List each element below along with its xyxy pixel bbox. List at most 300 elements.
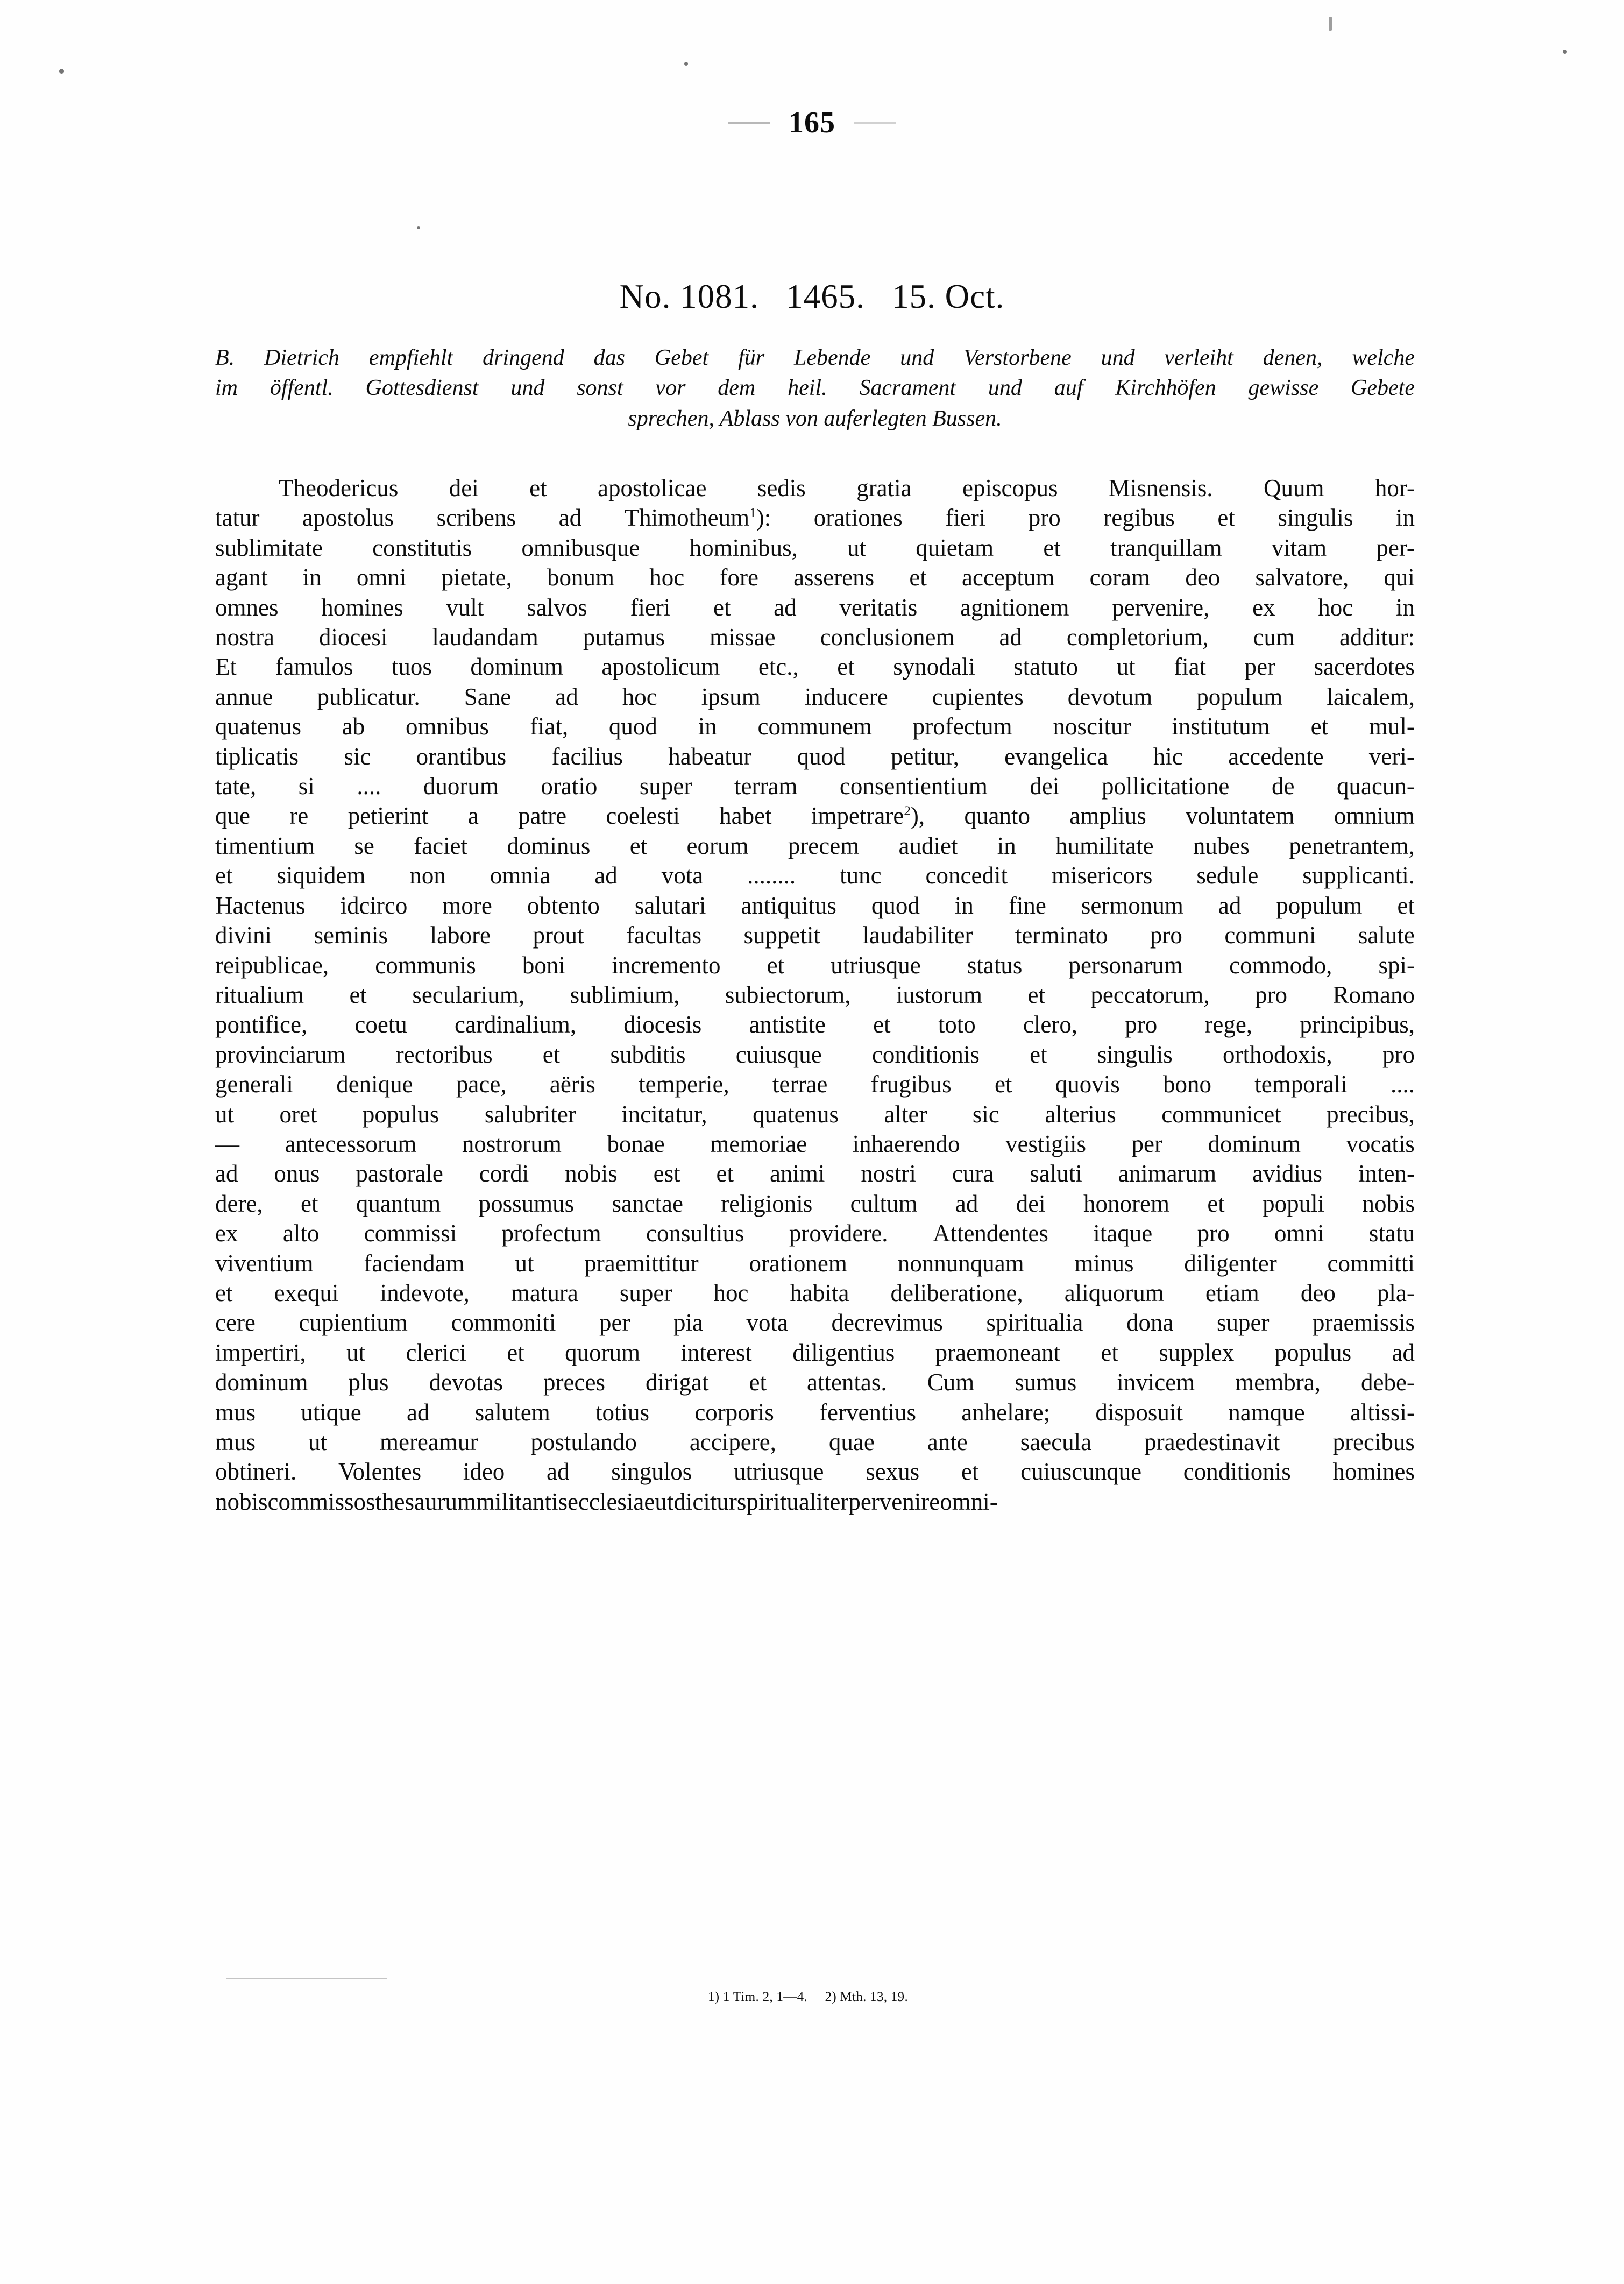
body-word: preces: [543, 1369, 605, 1396]
body-word: sedule: [1196, 862, 1259, 889]
body-word: consultius: [646, 1220, 744, 1247]
body-line: [215, 1040, 1415, 1070]
body-word: fiat,: [529, 713, 569, 740]
body-word: labore: [430, 922, 491, 949]
body-word: omni-: [940, 1488, 998, 1515]
body-word: tuos: [391, 653, 432, 681]
body-word: cupientes: [932, 683, 1024, 710]
body-line: [215, 712, 1415, 741]
body-word: alto: [282, 1220, 320, 1247]
body-word: incremento: [612, 951, 721, 979]
document-title: No. 1081. 1465. 15. Oct.: [619, 278, 1005, 315]
body-word: debe-: [1360, 1369, 1415, 1396]
body-word: populi: [1263, 1190, 1325, 1217]
body-line: [215, 1338, 1415, 1368]
body-word: et: [837, 653, 855, 681]
body-word: salubriter: [484, 1100, 576, 1128]
body-word: sic: [972, 1100, 999, 1128]
body-line: [215, 772, 1415, 801]
body-word: cere: [215, 1309, 256, 1337]
body-word: invicem: [1117, 1369, 1195, 1396]
body-word: temporali: [1254, 1071, 1348, 1098]
body-word: diligentius: [792, 1339, 895, 1366]
body-line: [215, 921, 1415, 950]
body-word: salute: [1358, 922, 1415, 949]
body-word: facultas: [626, 922, 701, 949]
body-word: et: [1030, 1041, 1047, 1068]
body-word: principibus,: [1300, 1011, 1415, 1038]
body-word: diocesi: [318, 624, 388, 651]
body-word: publicatur.: [317, 683, 420, 710]
footnote-marker: 1: [749, 506, 756, 521]
body-word: impertiri,: [215, 1339, 306, 1366]
body-word: et: [873, 1011, 891, 1038]
body-word: dicitur: [673, 1488, 737, 1515]
body-word: consentientium: [839, 773, 988, 800]
body-line: [215, 682, 1415, 712]
body-word: pro: [1255, 981, 1288, 1008]
body-word: accedente: [1228, 743, 1324, 770]
body-word: praemissis: [1312, 1309, 1415, 1337]
body-word: nobis: [565, 1160, 618, 1187]
body-word: populum: [1196, 683, 1283, 710]
body-word: cultum: [850, 1190, 918, 1217]
body-word: et: [716, 1160, 734, 1187]
body-word: generali: [215, 1071, 293, 1098]
body-word: salutari: [634, 892, 706, 919]
scan-speck: [1563, 50, 1567, 54]
body-word: gratia: [856, 475, 912, 501]
body-word: facilius: [551, 743, 623, 770]
body-word: omnibusque: [521, 534, 640, 561]
body-word: coelesti: [606, 802, 680, 830]
body-word: ideo: [463, 1458, 505, 1486]
body-word: rege,: [1204, 1011, 1253, 1038]
body-word: noscitur: [1053, 713, 1131, 740]
body-word: pia: [673, 1309, 703, 1337]
body-word: hoc: [1318, 593, 1353, 621]
body-word: membra,: [1235, 1369, 1321, 1396]
body-word: agnitionem: [960, 593, 1069, 621]
body-line: [215, 1129, 1415, 1159]
body-word: communis: [375, 951, 476, 979]
body-word: orthodoxis,: [1223, 1041, 1332, 1068]
body-word: Misnensis.: [1108, 475, 1213, 501]
body-word: ritualium: [215, 981, 304, 1008]
body-word: omnium: [1334, 802, 1415, 830]
body-word: dei: [449, 475, 479, 501]
body-word: quanto: [964, 802, 1030, 830]
body-word: hoc: [649, 564, 685, 591]
body-word: tate,: [215, 773, 257, 800]
body-word: conditionis: [871, 1041, 980, 1068]
body-word: pro: [1028, 504, 1061, 532]
body-line: [215, 1010, 1415, 1040]
body-line: [215, 861, 1415, 890]
body-word: deo: [1185, 564, 1221, 591]
body-word: quod: [871, 892, 920, 919]
body-word: ad: [558, 504, 582, 532]
body-word: quovis: [1055, 1071, 1120, 1098]
body-word: cordi: [479, 1160, 529, 1187]
body-line: [215, 1278, 1415, 1308]
body-word: denique: [336, 1071, 413, 1098]
body-line: [215, 533, 1415, 563]
body-word: patre: [518, 802, 567, 830]
scan-speck: [417, 226, 420, 229]
body-word: orationem: [749, 1249, 847, 1277]
body-word: sacerdotes: [1314, 653, 1415, 681]
body-word: nostri: [861, 1160, 916, 1187]
body-word: per-: [1376, 534, 1415, 561]
body-word: sumus: [1015, 1369, 1077, 1396]
body-line: [215, 1457, 1415, 1487]
body-word: altissi-: [1350, 1398, 1415, 1426]
body-word: status: [967, 951, 1023, 979]
body-word: et: [909, 564, 927, 591]
body-line: [215, 1070, 1415, 1099]
body-word: homines: [1332, 1458, 1415, 1486]
body-word: ad: [594, 862, 618, 889]
body-word: et: [1217, 504, 1235, 532]
body-word: cum: [1253, 624, 1295, 651]
body-word: quacun-: [1336, 773, 1415, 800]
body-word: precem: [788, 832, 860, 859]
body-word: petitur,: [890, 743, 959, 770]
body-word: ex: [215, 1220, 238, 1247]
body-word: hominibus,: [689, 534, 798, 561]
body-word: in: [1395, 593, 1415, 621]
body-word: utriusque: [733, 1458, 824, 1486]
body-word: missae: [710, 624, 776, 651]
body-word: devotas: [429, 1369, 503, 1396]
body-word: ad: [555, 683, 578, 710]
body-word: ....: [357, 773, 381, 800]
body-word: fore: [719, 564, 758, 591]
body-word: Cum: [927, 1369, 975, 1396]
body-word: super: [1216, 1309, 1270, 1337]
body-word: Thimotheum$^1$):: [624, 504, 771, 532]
body-word: praemittitur: [584, 1249, 699, 1277]
body-word: more: [442, 892, 492, 919]
body-word: veri-: [1368, 743, 1415, 770]
body-word: suppetit: [743, 922, 820, 949]
body-word: Sane: [464, 683, 512, 710]
body-word: ut: [847, 534, 867, 561]
footnote-marker: 2: [904, 804, 911, 819]
body-word: omnibus: [406, 713, 490, 740]
body-word: precibus: [1332, 1429, 1415, 1455]
body-line: [215, 1189, 1415, 1219]
body-word: omni: [356, 564, 407, 591]
body-word: quatenus: [215, 713, 301, 740]
body-line: [215, 1159, 1415, 1189]
body-word: in: [954, 892, 974, 919]
body-word: et: [215, 862, 233, 889]
body-word: nonnunquam: [897, 1249, 1024, 1277]
body-word: se: [354, 832, 374, 859]
body-word: apostolicum: [601, 653, 720, 681]
body-word: coetu: [354, 1011, 407, 1038]
body-word: etiam: [1205, 1279, 1259, 1306]
body-word: ferventius: [819, 1398, 916, 1426]
body-word: avidius: [1252, 1160, 1323, 1187]
body-word: et: [301, 1190, 318, 1217]
body-line: [215, 831, 1415, 861]
body-word: cardinalium,: [454, 1011, 577, 1038]
body-word: memoriae: [710, 1130, 807, 1157]
body-word: non: [409, 862, 446, 889]
body-word: que: [215, 802, 250, 830]
body-word: frugibus: [870, 1071, 952, 1098]
body-word: acceptum: [962, 564, 1055, 591]
body-word: peccatorum,: [1090, 981, 1210, 1008]
body-line: [215, 503, 1415, 533]
body-word: populus: [1274, 1339, 1352, 1366]
body-line: [215, 742, 1415, 772]
rule-dash-left: [728, 122, 770, 124]
body-line: [215, 563, 1415, 592]
body-word: rectoribus: [395, 1041, 493, 1068]
body-word: pollicitatione: [1101, 773, 1230, 800]
body-word: bono: [1162, 1071, 1211, 1098]
body-word: audiet: [898, 832, 958, 859]
body-word: ut: [655, 1488, 674, 1515]
body-word: timentium: [215, 832, 315, 859]
body-word: utique: [301, 1398, 361, 1426]
body-word: habeatur: [668, 743, 752, 770]
body-word: si: [298, 773, 315, 800]
body-word: aliquorum: [1064, 1279, 1164, 1306]
body-word: honorem: [1083, 1190, 1169, 1217]
body-word: singulos: [611, 1458, 692, 1486]
body-word: hic: [1153, 743, 1183, 770]
body-word: secularium,: [412, 981, 525, 1008]
body-word: anhelare;: [961, 1398, 1051, 1426]
body-word: ad: [774, 593, 797, 621]
body-word: saecula: [1020, 1429, 1092, 1455]
body-word: communi: [1224, 922, 1316, 949]
body-word: mus: [215, 1398, 256, 1426]
body-word: evangelica: [1004, 743, 1108, 770]
body-word: laudabiliter: [862, 922, 973, 949]
body-word: religionis: [721, 1190, 813, 1217]
rule-dash-right: [854, 122, 896, 124]
body-word: ipsum: [701, 683, 761, 710]
body-word: —: [215, 1130, 239, 1157]
body-word: et: [767, 951, 785, 979]
body-word: dirigat: [645, 1369, 709, 1396]
body-word: utriusque: [831, 951, 921, 979]
body-word: obtineri.: [215, 1458, 297, 1486]
body-word: Volentes: [338, 1458, 422, 1486]
body-word: quatenus: [753, 1100, 839, 1128]
body-word: providere.: [789, 1220, 888, 1247]
page-number: 165: [789, 106, 835, 139]
body-word: pro: [1125, 1011, 1158, 1038]
body-word: omnia: [490, 862, 551, 889]
body-line: [215, 1100, 1415, 1129]
body-line: [215, 1487, 1415, 1517]
body-word: penetrantem,: [1289, 832, 1415, 859]
body-word: dominum: [215, 1369, 308, 1396]
body-word: pervenire,: [1112, 593, 1210, 621]
body-word: statuto: [1013, 653, 1079, 681]
body-word: totius: [595, 1398, 650, 1426]
body-word: nostrorum: [462, 1130, 562, 1157]
body-word: inhaerendo: [852, 1130, 960, 1157]
body-word: sublimium,: [570, 981, 680, 1008]
body-word: Romano: [1332, 981, 1415, 1008]
body-word: sic: [344, 743, 371, 770]
body-word: oret: [279, 1100, 317, 1128]
body-word: ex: [1252, 593, 1275, 621]
body-word: profectum: [912, 713, 1012, 740]
body-word: ........: [747, 862, 796, 889]
body-line: [215, 1308, 1415, 1338]
body-word: quae: [828, 1429, 875, 1455]
body-word: et: [749, 1369, 767, 1396]
body-word: tunc: [840, 862, 882, 889]
body-word: terram: [734, 773, 798, 800]
body-word: vestigiis: [1005, 1130, 1087, 1157]
scan-speck: [59, 69, 64, 74]
body-word: exequi: [274, 1279, 339, 1306]
body-word: amplius: [1069, 802, 1146, 830]
body-word: quorum: [565, 1339, 641, 1366]
body-word: ab: [342, 713, 365, 740]
body-word: sexus: [866, 1458, 920, 1486]
body-word: synodali: [893, 653, 975, 681]
body-word: terminato: [1015, 922, 1108, 949]
body-word: alter: [884, 1100, 927, 1128]
body-word: et: [1043, 534, 1061, 561]
body-word: dere,: [215, 1190, 263, 1217]
body-word: apostolicae: [598, 475, 707, 501]
body-word: habita: [790, 1279, 849, 1306]
body-word: pontifice,: [215, 1011, 308, 1038]
body-word: ecclesiae: [568, 1488, 655, 1515]
body-line: [215, 1398, 1415, 1427]
body-word: temperie,: [639, 1071, 729, 1098]
body-text: [215, 473, 1415, 1517]
body-line: [215, 801, 1415, 831]
body-word: ut: [515, 1249, 534, 1277]
body-word: pastorale: [356, 1160, 443, 1187]
body-word: spiritualiter: [736, 1488, 849, 1515]
body-word: orationes: [813, 504, 903, 532]
body-word: quietam: [916, 534, 994, 561]
body-word: interest: [680, 1339, 752, 1366]
abstract-regest: [215, 343, 1415, 434]
body-word: committi: [1327, 1249, 1415, 1277]
body-word: thesaurum: [375, 1488, 476, 1515]
body-word: dominus: [507, 832, 591, 859]
body-word: decrevimus: [831, 1309, 943, 1337]
body-word: ad: [407, 1398, 430, 1426]
body-line: [215, 652, 1415, 682]
scan-speck: [1329, 17, 1332, 31]
body-word: clerici: [406, 1339, 466, 1366]
body-word: in: [1395, 504, 1415, 532]
body-word: possumus: [478, 1190, 575, 1217]
body-word: singulis: [1278, 504, 1353, 532]
body-word: et: [542, 1041, 561, 1068]
body-word: regibus: [1103, 504, 1175, 532]
body-word: diocesis: [623, 1011, 702, 1038]
body-word: cupientium: [299, 1309, 408, 1337]
footnote-area: [215, 1990, 1415, 2005]
body-word: cuiuscunque: [1020, 1458, 1142, 1486]
body-word: obtento: [527, 892, 600, 919]
body-word: tranquillam: [1110, 534, 1222, 561]
body-word: misericors: [1051, 862, 1153, 889]
body-word: quod: [797, 743, 846, 770]
body-word: onus: [274, 1160, 320, 1187]
body-word: toto: [938, 1011, 976, 1038]
body-word: prout: [533, 922, 584, 949]
body-word: spi-: [1378, 951, 1415, 979]
body-word: completorium,: [1066, 624, 1209, 651]
body-word: dominum: [470, 653, 563, 681]
body-word: deo: [1300, 1279, 1336, 1306]
body-word: iustorum: [896, 981, 982, 1008]
body-word: a: [467, 802, 479, 830]
body-word: subditis: [610, 1041, 686, 1068]
footnote-item: 2) Mth. 13, 19.: [825, 1990, 909, 2004]
body-word: cura: [952, 1160, 994, 1187]
body-word: per: [1131, 1130, 1162, 1157]
body-word: laicalem,: [1327, 683, 1415, 710]
body-word: pla-: [1377, 1279, 1415, 1306]
body-word: militantis: [476, 1488, 568, 1515]
body-word: praedestinavit: [1144, 1429, 1280, 1455]
body-word: sanctae: [612, 1190, 683, 1217]
body-word: antecessorum: [285, 1130, 417, 1157]
body-word: ....: [1390, 1071, 1415, 1098]
body-line: [215, 891, 1415, 921]
body-word: ad: [215, 1160, 238, 1187]
body-word: voluntatem: [1186, 802, 1295, 830]
body-word: super: [639, 773, 692, 800]
body-word: oratio: [541, 773, 598, 800]
body-word: fieri: [945, 504, 986, 532]
body-word: in: [698, 713, 717, 740]
body-word: omni: [1274, 1220, 1324, 1247]
body-word: per: [599, 1309, 630, 1337]
body-word: clero,: [1023, 1011, 1078, 1038]
footnote-separator: [226, 1978, 387, 1979]
body-word: personarum: [1068, 951, 1183, 979]
running-head: [0, 108, 1624, 138]
body-word: deliberatione,: [890, 1279, 1023, 1306]
body-word: famulos: [275, 653, 353, 681]
body-line: [215, 623, 1415, 652]
body-word: constitutis: [372, 534, 472, 561]
body-word: asserens: [793, 564, 875, 591]
body-word: pro: [1150, 922, 1182, 949]
body-word: per: [1244, 653, 1276, 681]
body-word: viventium: [215, 1249, 314, 1277]
body-word: tiplicatis: [215, 743, 299, 770]
body-word: et: [1310, 713, 1329, 740]
body-word: ad: [999, 624, 1022, 651]
body-word: aëris: [549, 1071, 595, 1098]
body-word: corporis: [694, 1398, 774, 1426]
body-word: Hactenus: [215, 892, 306, 919]
body-word: humilitate: [1055, 832, 1154, 859]
body-word: idcirco: [340, 892, 408, 919]
